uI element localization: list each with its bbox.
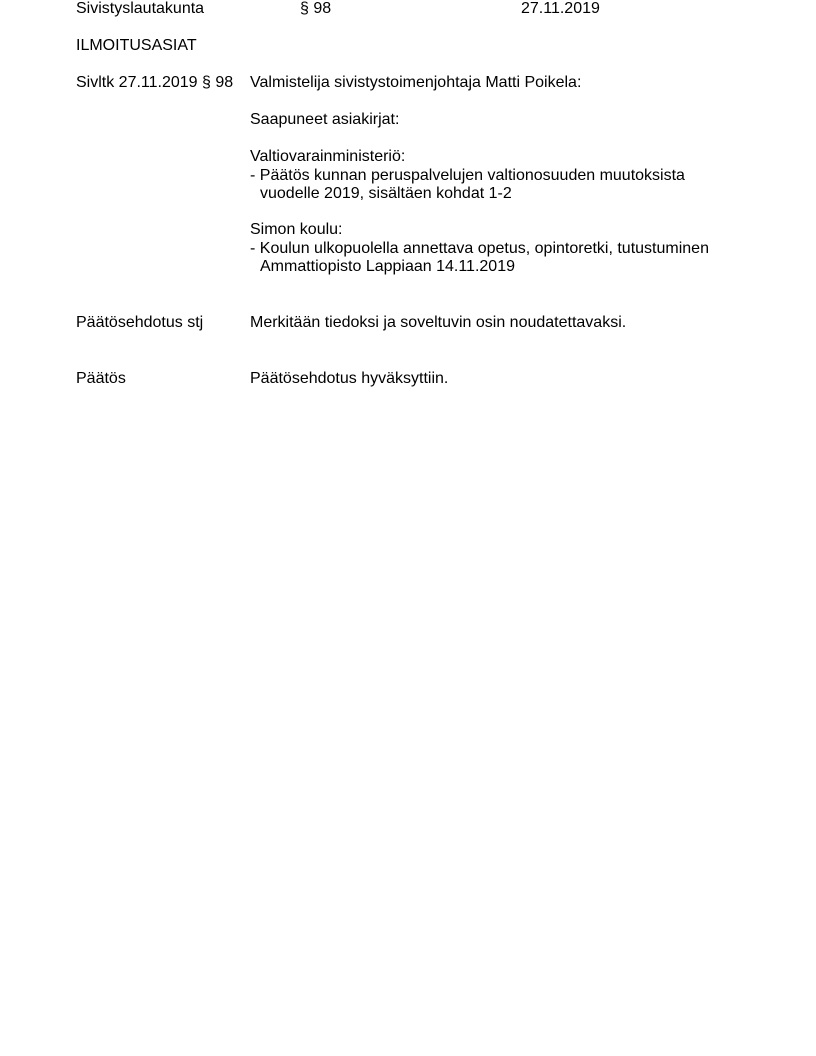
document-group-2: [250, 221, 709, 277]
preparer-text: Valmistelija sivistystoimenjohtaja Matti Poikela:: [250, 74, 582, 91]
document-item-line: - Koulun ulkopuolella annettava opetus, opintoretki, tutustuminen: [250, 239, 709, 257]
section-heading: ILMOITUSASIAT: [76, 37, 197, 54]
proposal-label: Päätösehdotus stj: [76, 314, 204, 331]
proposal-text: Merkitään tiedoksi ja soveltuvin osin noudatettavaksi.: [250, 314, 627, 331]
reference-label: Sivltk 27.11.2019 § 98: [76, 74, 234, 91]
document-group-1: [250, 148, 685, 204]
section-number: § 98: [300, 0, 332, 17]
document-item-line: - Päätös kunnan peruspalvelujen valtionosuuden muutoksista: [250, 166, 685, 184]
decision-text: Päätösehdotus hyväksyttiin.: [250, 370, 449, 387]
document-item-line: Ammattiopisto Lappiaan 14.11.2019: [260, 258, 515, 275]
decision-label: Päätös: [76, 370, 126, 387]
document-item-line: vuodelle 2019, sisältäen kohdat 1-2: [260, 185, 512, 202]
document-sender: Valtiovarainministeriö:: [250, 148, 406, 165]
document-sender: Simon koulu:: [250, 221, 343, 238]
documents-title: Saapuneet asiakirjat:: [250, 111, 400, 128]
committee-name: Sivistyslautakunta: [76, 0, 205, 17]
meeting-date: 27.11.2019: [521, 0, 600, 17]
